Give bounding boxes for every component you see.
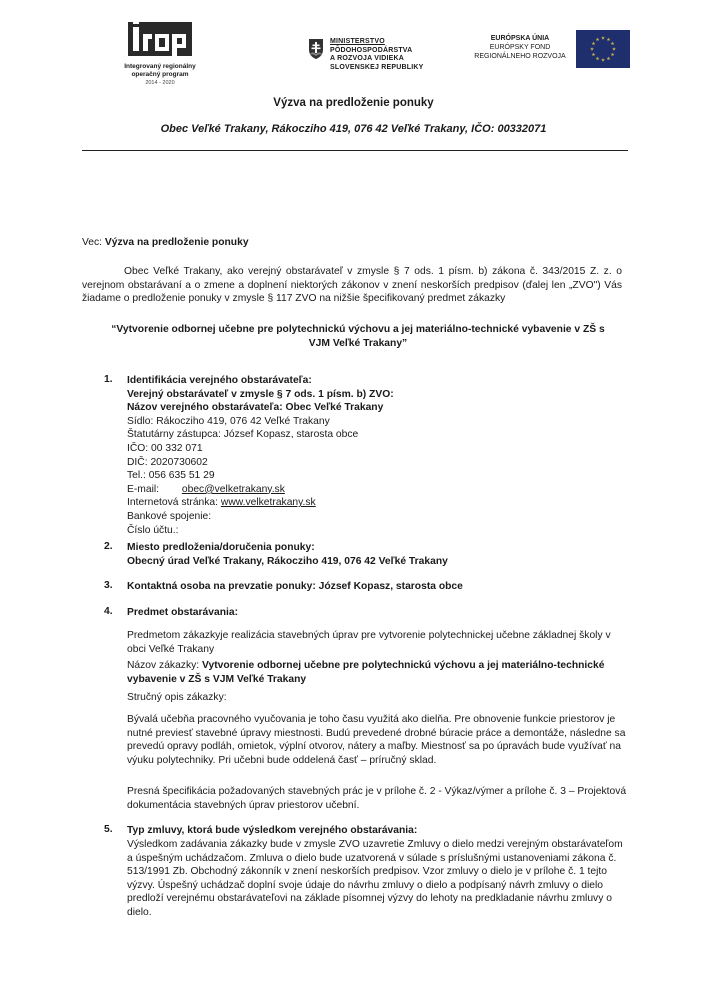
website-link[interactable]: www.velketrakany.sk	[220, 497, 316, 509]
irop-logo-mark	[128, 22, 192, 56]
section-5-heading: Typ zmluvy, ktorá bude výsledkom verejného obstarávania:	[127, 825, 418, 836]
eu-line1: EURÓPSKA ÚNIA	[490, 35, 550, 42]
section-1	[127, 374, 622, 537]
section-1-dic: DIČ: 2020730602	[127, 456, 208, 468]
section-1-name: Názov verejného obstarávateľa: Obec Veľké Trakany	[127, 402, 384, 414]
slovak-coat-of-arms-icon	[308, 38, 324, 60]
section-4-heading: Predmet obstarávania:	[127, 607, 239, 618]
section-2-number: 2.	[104, 541, 113, 552]
irop-years: 2014 - 2020	[145, 80, 175, 86]
section-2-heading: Miesto predloženia/doručenia ponuky:	[127, 542, 315, 553]
irop-line2: operačný program	[131, 71, 189, 78]
section-4-description: Bývalá učebňa pracovného vyučovania je toho času využitá ako dielňa. Pre obnovenie funkcie priestorov je nutné previesť stavebné úpravy miestnosti. Budú prevedené drobné búracie práce a demontáže, následne sa prevedú opravy podláh, omietok, výplní otvorov, nátery a maľby. Miestnosť sa po úpravách bude využívať na výuku polytechniky. Pri učebni bude oddelená časť – príručný sklad.	[127, 714, 626, 766]
intro-paragraph: Obec Veľké Trakany, ako verejný obstarávateľ v zmysle § 7 ods. 1 písm. b) zákona č. 343/2015 Z. z. o verejnom obstarávaní a o zmene a doplnení niektorých zákonov v znení neskorších predpisov (ďalej len „ZVO") Vás žiadame o predloženie ponuky v zmysle § 117 ZVO na nižšie špecifikovaný predmet zákazky	[82, 266, 622, 305]
irop-logo-caption	[110, 63, 210, 87]
document-subtitle: Obec Veľké Trakany, Rákocziho 419, 076 42 Veľké Trakany, IČO: 00332071	[160, 123, 547, 135]
section-1-tel: Tel.: 056 635 51 29	[127, 470, 215, 482]
web-label: Internetová stránka:	[127, 497, 219, 509]
section-5-number: 5.	[104, 824, 113, 835]
subject-text: Výzva na predloženie ponuky	[104, 237, 249, 248]
document-title: Výzva na predloženie ponuky	[273, 97, 434, 109]
subject-prefix: Vec:	[82, 237, 103, 248]
irop-line1: Integrovaný regionálny	[124, 63, 196, 70]
section-1-ico: IČO: 00 332 071	[127, 442, 203, 454]
section-2	[127, 541, 622, 568]
section-1-email-row	[127, 483, 622, 497]
contract-name-value: Vytvorenie odbornej učebne pre polytechnickú výchovu a jej materiálno-technické vybavenie v ZŠ s VJM Veľké Trakany	[127, 660, 605, 685]
section-1-line2: Verejný obstarávateľ v zmysle § 7 ods. 1 písm. b) ZVO:	[127, 388, 394, 400]
ministry-line3: A ROZVOJA VIDIEKA	[330, 55, 405, 62]
subject-line	[82, 236, 249, 250]
eu-logo	[468, 30, 630, 68]
section-4-name	[127, 659, 627, 686]
project-title: “Vytvorenie odbornej učebne pre polytechnickú výchovu a jej materiálno-technické vybavenie v ZŠ s VJM Veľké Trakany”	[111, 324, 605, 349]
ministry-line1: MINISTERSTVO	[330, 38, 385, 45]
eu-flag-icon	[576, 30, 630, 68]
eu-line2: EURÓPSKY FOND	[489, 44, 551, 51]
section-1-seat: Sídlo: Rákocziho 419, 076 42 Veľké Trakany	[127, 415, 330, 427]
email-label: E-mail:	[127, 483, 160, 495]
section-1-representative: Štatutárny zástupca: József Kopasz, starosta obce	[127, 429, 359, 441]
ministry-logo	[308, 38, 423, 72]
ministry-line4: SLOVENSKEJ REPUBLIKY	[330, 63, 424, 71]
ministry-line2: PÔDOHOSPODÁRSTVA	[330, 46, 413, 54]
section-1-account: Číslo účtu.:	[127, 524, 179, 536]
section-1-bank: Bankové spojenie:	[127, 510, 212, 522]
section-3-number: 3.	[104, 580, 113, 591]
section-2-line2: Obecný úrad Veľké Trakany, Rákocziho 419, 076 42 Veľké Trakany	[127, 555, 448, 567]
header-divider	[82, 150, 628, 151]
section-1-web-row	[127, 496, 622, 510]
contract-name-label: Názov zákazky:	[127, 660, 200, 671]
section-3-heading: Kontaktná osoba na prevzatie ponuky: József Kopasz, starosta obce	[127, 581, 463, 592]
eu-line3: REGIONÁLNEHO ROZVOJA	[474, 53, 566, 60]
section-1-heading: Identifikácia verejného obstarávateľa:	[127, 375, 312, 386]
email-link[interactable]: obec@velketrakany.sk	[181, 483, 285, 495]
section-4-para1: Predmetom zákazkyje realizácia stavebných úprav pre vytvorenie polytechnickej učebne základnej školy v obci Veľké Trakany	[127, 630, 611, 655]
section-5-text: Výsledkom zadávania zákazky bude v zmysle ZVO uzavretie Zmluvy o dielo medzi verejným obstarávateľom a úspešným uchádzačom. Zmluva o dielo bude uzatvorená v súlade s príslušnými ustanoveniami zákona č. 513/1991 Zb. Obchodný zákonník v znení neskorších predpisov. Vzor zmluvy o dielo je v prílohe č. 1 tejto výzvy. Úspešný uchádzač doplní svoje údaje do návrhu zmluvy o dielo a podpísaný návrh zmluvy o dielo predloží verejnému obstarávateľovi na základe písomnej výzvy do lehoty na predkladanie návrhu zmluvy o dielo.	[127, 839, 623, 918]
section-1-number: 1.	[104, 374, 113, 385]
section-4-specification: Presná špecifikácia požadovaných stavebných prác je v prílohe č. 2 - Výkaz/výmer a prílohe č. 3 – Projektová dokumentácia stavebných úprav priestorov učební.	[127, 786, 627, 811]
section-4-short-label: Stručný opis zákazky:	[127, 692, 227, 703]
irop-logo	[110, 22, 210, 87]
section-4-number: 4.	[104, 606, 113, 617]
